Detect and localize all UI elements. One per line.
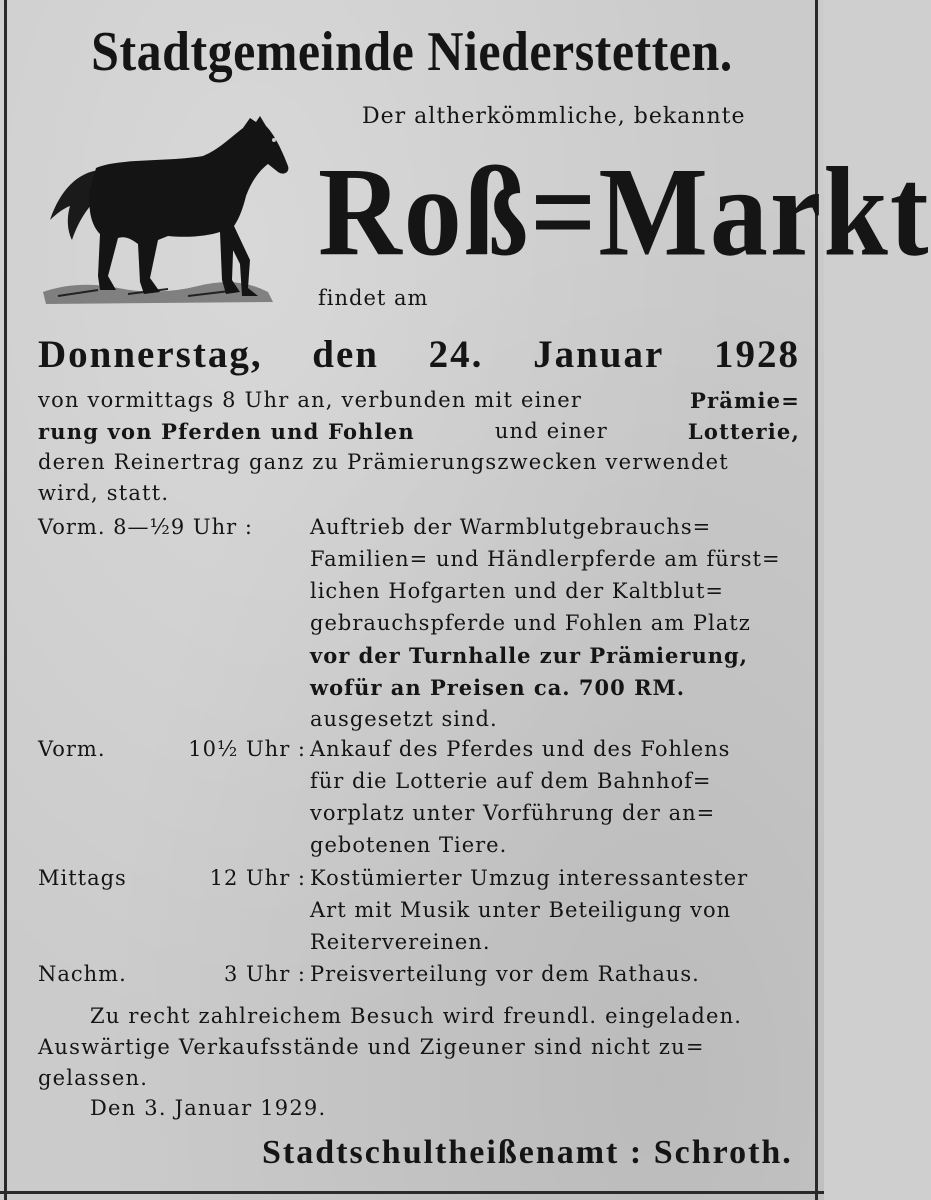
schedule-time-label: Nachm.: [38, 962, 127, 986]
signature: Stadtschultheißenamt : Schroth.: [262, 1134, 793, 1171]
body-line-1-bold: Prämie=: [689, 388, 800, 413]
body-line-2-lotterie: Lotterie,: [687, 419, 800, 444]
schedule-text-line: Preisverteilung vor dem Rathaus.: [310, 962, 700, 986]
schedule-text-line: Familien= und Händlerpferde am fürst=: [310, 547, 781, 571]
schedule-text-line: gebotenen Tiere.: [310, 833, 508, 857]
schedule-time-hour: 10½ Uhr :: [188, 737, 306, 761]
schedule-time: [38, 866, 306, 890]
closing-line-2: Auswärtige Verkaufsstände und Zigeuner sind nicht zu=: [38, 1035, 705, 1059]
date-word-weekday: Donnerstag,: [38, 333, 263, 376]
body-line-2: [38, 419, 800, 444]
schedule-time-hour: 12 Uhr :: [209, 866, 306, 890]
schedule-time-hour: 3 Uhr :: [223, 962, 306, 986]
findet-am: findet am: [318, 286, 429, 310]
schedule-text-line: Art mit Musik unter Beteiligung von: [310, 898, 732, 922]
date-word-year: 1928: [714, 333, 800, 376]
schedule-text-line: für die Lotterie auf dem Bahnhof=: [310, 769, 712, 793]
schedule-text-line: Reitervereinen.: [310, 930, 491, 954]
masthead: Stadtgemeinde Niederstetten.: [91, 19, 733, 83]
body-line-4: wird, statt.: [38, 481, 170, 505]
bottom-border-line: [0, 1191, 824, 1194]
body-line-1: [38, 388, 800, 413]
schedule-text-line: wofür an Preisen ca. 700 RM.: [310, 675, 686, 700]
schedule-text-line: Kostümierter Umzug interessantester: [310, 866, 749, 890]
schedule-text-line: ausgesetzt sind.: [310, 707, 498, 731]
schedule-time: [38, 737, 306, 761]
schedule-time-label: Vorm. 8—½9 Uhr :: [38, 515, 253, 539]
body-line-3: deren Reinertrag ganz zu Prämierungszwecken verwendet: [38, 450, 729, 474]
body-line-2-text: und einer: [494, 419, 608, 443]
closing-line-3: gelassen.: [38, 1066, 149, 1090]
event-date-line: [38, 332, 800, 377]
closing-date: Den 3. Januar 1929.: [90, 1096, 327, 1120]
title-ross-markt: Roß=Markt: [318, 142, 931, 283]
schedule-time-label: Vorm.: [38, 737, 106, 761]
date-word-den: den: [312, 333, 379, 376]
schedule-text-line: Auftrieb der Warmblutgebrauchs=: [310, 515, 712, 539]
body-line-2-bold: rung von Pferden und Fohlen: [38, 419, 415, 444]
schedule-time: [38, 962, 306, 986]
schedule-text-line: vor der Turnhalle zur Prämierung,: [310, 643, 748, 668]
schedule-text-line: gebrauchspferde und Fohlen am Platz: [310, 611, 751, 635]
schedule-text-line: vorplatz unter Vorführung der an=: [310, 801, 716, 825]
intro-line: Der altherkömmliche, bekannte: [362, 104, 746, 129]
closing-line-1: Zu recht zahlreichem Besuch wird freundl. eingeladen.: [90, 1004, 743, 1028]
schedule-text-line: lichen Hofgarten und der Kaltblut=: [310, 579, 724, 603]
left-border-line: [4, 0, 7, 1200]
schedule-text-line: Ankauf des Pferdes und des Fohlens: [310, 737, 731, 761]
schedule-time-label: Mittags: [38, 866, 127, 890]
schedule-time: [38, 515, 306, 539]
date-word-day: 24.: [428, 333, 484, 376]
date-word-month: Januar: [533, 333, 665, 376]
horse-illustration: [38, 110, 293, 310]
body-line-1-text: von vormittags 8 Uhr an, verbunden mit einer: [38, 388, 583, 412]
